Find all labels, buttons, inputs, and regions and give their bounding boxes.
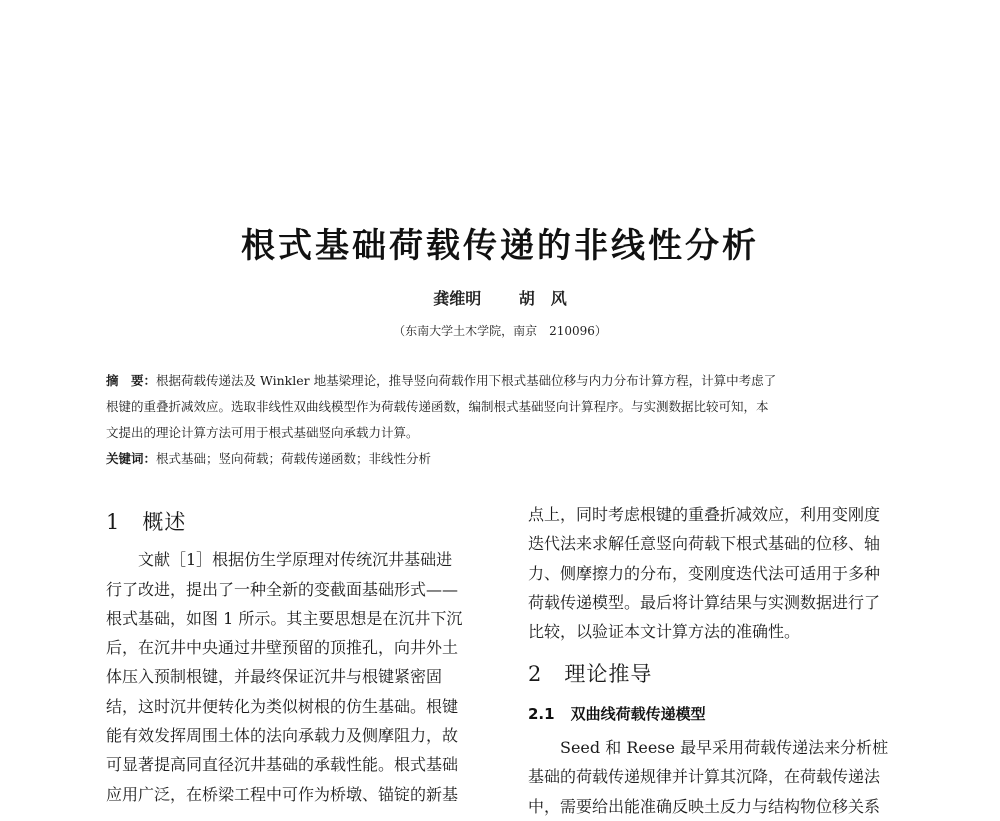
abstract-line — [106, 368, 914, 394]
body-line: 中，需要给出能准确反映土反力与结构物位移关系 — [528, 796, 881, 816]
body-line: 后，在沉井中央通过井壁预留的顶推孔，向井外土 — [106, 638, 459, 658]
subsection-2-1-heading — [528, 700, 914, 729]
body-line: 荷载传递模型。最后将计算结果与实测数据进行了 — [528, 592, 881, 612]
section-title: 概述 — [142, 510, 187, 534]
affiliation: （东南大学土木学院，南京 210096） — [393, 324, 607, 338]
author-2: 胡 风 — [518, 289, 567, 308]
keywords-text: 根式基础；竖向荷载；荷载传递函数；非线性分析 — [156, 451, 432, 466]
keywords-label: 关键词： — [106, 451, 157, 466]
subsection-number: 2.1 — [528, 704, 555, 723]
abstract-line: 根键的重叠折减效应。选取非线性双曲线模型作为荷载传递函数，编制根式基础竖向计算程序。与实测数据比较可知，本 — [106, 399, 769, 414]
abstract-line: 文提出的理论计算方法可用于根式基础竖向承载力计算。 — [106, 425, 419, 440]
body-line: 应用广泛，在桥梁工程中可作为桥墩、锚锭的新基 — [106, 784, 459, 804]
right-column — [528, 500, 914, 821]
abstract-label: 摘 要： — [106, 373, 157, 388]
body-line: 行了改进，提出了一种全新的变截面基础形式—— — [106, 579, 459, 599]
left-column — [106, 508, 492, 809]
keywords-line — [106, 446, 914, 472]
abstract — [106, 368, 914, 472]
body-line: Seed 和 Reese 最早采用荷载传递法来分析桩 — [560, 738, 889, 758]
section-2-heading — [528, 660, 914, 689]
body-line: 能有效发挥周围土体的法向承载力及侧摩阻力，故 — [106, 726, 459, 746]
section-1-heading — [106, 508, 492, 537]
body-line: 文献［1］根据仿生学原理对传统沉井基础进 — [138, 550, 453, 570]
subsection-title: 双曲线荷载传递模型 — [570, 704, 706, 723]
section-number: 1 — [106, 510, 121, 534]
paper-title: 根式基础荷载传递的非线性分析 — [241, 226, 759, 266]
body-line: 体压入预制根键，并最终保证沉井与根键紧密固 — [106, 667, 443, 687]
abstract-text: 根据荷载传递法及 Winkler 地基梁理论，推导竖向荷载作用下根式基础位移与内力分布计算方程，计算中考虑了 — [156, 373, 777, 388]
authors — [0, 286, 1000, 309]
body-line: 点上，同时考虑根键的重叠折减效应，利用变刚度 — [528, 505, 881, 524]
author-1: 龚维明 — [433, 289, 482, 308]
body-line: 可显著提高同直径沉井基础的承载性能。根式基础 — [106, 755, 459, 775]
section-number: 2 — [528, 662, 543, 687]
body-line: 基础的荷载传递规律并计算其沉降，在荷载传递法 — [528, 767, 881, 787]
body-line: 结，这时沉井便转化为类似树根的仿生基础。根键 — [106, 696, 459, 716]
body-line: 比较，以验证本文计算方法的准确性。 — [528, 622, 801, 642]
body-line: 根式基础，如图 1 所示。其主要思想是在沉井下沉 — [106, 608, 463, 628]
section-title: 理论推导 — [564, 662, 653, 687]
body-line: 力、侧摩擦力的分布，变刚度迭代法可适用于多种 — [528, 563, 881, 583]
body-line: 迭代法来求解任意竖向荷载下根式基础的位移、轴 — [528, 534, 881, 554]
